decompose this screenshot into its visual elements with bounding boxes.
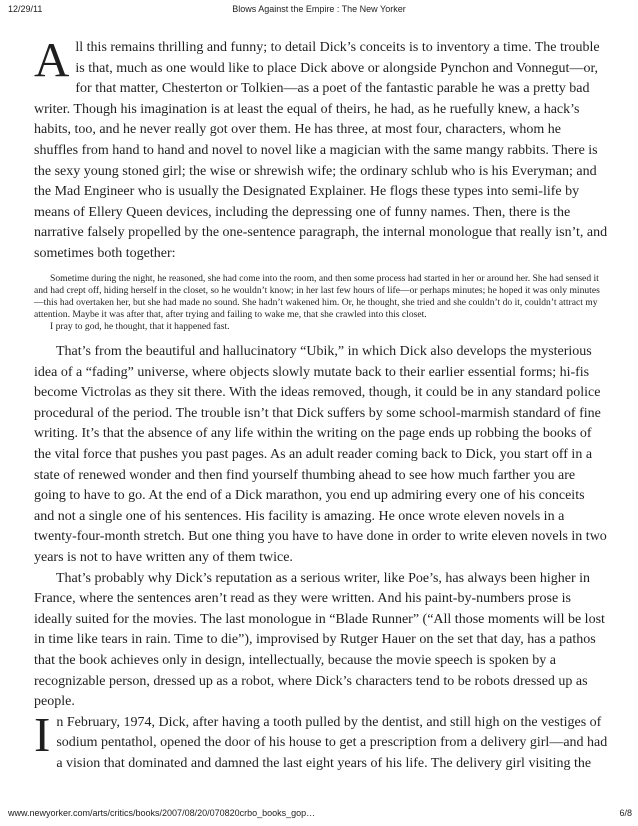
quote-paragraph: Sometime during the night, he reasoned, she had come into the room, and then some process had started in her or around her. She had sensed it and had crept off, hiding herself in the closet, so he wouldn’t know; in her last few hours of life—or perhaps minutes; he hoped it was only minutes—this had overtaken her, but she had made no sound. She hadn’t wakened him. Or, he thought, she tried and she couldn’t do it, couldn’t attract my attention. Maybe it was after that, after trying and failing to wake me, that she crawled into this closet.: [34, 272, 600, 320]
article-paragraph: [34, 32, 608, 265]
article-body: [34, 32, 608, 774]
paragraph-text: ll this remains thrilling and funny; to detail Dick’s conceits is to inventory a time. The trouble is that, much as one would like to place Dick above or alongside Pynchon and Vonnegut—or, for that matter, Chesterton or Tolkien—as a poet of the fantastic parable he was a pretty bad writer. Though his imagination is at least the equal of theirs, he had, as he ruefully knew, a hack’s habits, too, and he never really got over them. He has three, at most four, characters, whom he shuffles from hand to hand and novel to novel like a magician with the same mangy rabbits. There is the sexy young stoned girl; the wise or shrewish wife; the ordinary schlub who is his Everyman; and the Mad Engineer who is usually the Designated Explainer. He flogs these types into semi-life by means of Ellery Queen devices, including the depressing one of funny names. Then, there is the narrative falsely propelled by the one-sentence paragraph, the internal monologue that really isn’t, and sometimes both together:: [34, 40, 608, 261]
article-paragraph: [34, 706, 608, 775]
page-number: 6/8: [619, 808, 632, 818]
article-paragraph: That’s from the beautiful and hallucinatory “Ubik,” in which Dick also develops the mysterious idea of a “fading” universe, where objects slowly mutate back to their earlier essential forms; hi-fis become Victrolas as they sit there. With the ideas removed, though, it could be in any standard police procedural of the period. The trouble isn’t that Dick suffers by some school-marmish standard of fine writing. It’s that the absence of any life within the writing on the page ends up robbing the books of the vital force that pushes you past pages. As an adult reader coming back to Dick, you start off in a state of renewed wonder and then find yourself thumbing ahead to see how much farther you are going to have to go. At the end of a Dick marathon, you end up admiring every one of his conceits and not a single one of his sentences. His facility is amazing. He once wrote eleven novels in a twenty-four-month stretch. But one thing you have to have done in order to write eleven novels in two years is not to have written any of them twice.: [34, 344, 607, 565]
drop-cap: A: [34, 32, 70, 87]
drop-cap: I: [34, 706, 51, 762]
print-footer: [0, 808, 638, 822]
print-date: 12/29/11: [8, 4, 43, 14]
paragraph-text: n February, 1974, Dick, after having a tooth pulled by the dentist, and still high on the vestiges of sodium pentathol, opened the door of his house to get a prescription from a delivery girl—and had a vision that dominated and damned the last eight years of his life. The delivery girl visiting the: [56, 714, 608, 771]
block-quote: [34, 273, 608, 333]
page-url: www.newyorker.com/arts/critics/books/2007/08/20/070820crbo_books_gop…: [8, 808, 316, 818]
print-header: [0, 4, 638, 18]
article-paragraph: That’s probably why Dick’s reputation as a serious writer, like Poe’s, has always been higher in France, where the sentences aren’t read as they were written. And his paint-by-numbers prose is ideally suited for the movies. The last monologue in “Blade Runner” (“All those moments will be lost in time like tears in rain. Time to die”), improvised by Rutger Hauer on the set that day, has a pathos that the book achieves only in design, intellectually, because the movie speech is spoken by a recognizable person, dressed up as a robot, where Dick’s characters tend to be robots dressed up as people.: [34, 570, 605, 710]
print-page-title: Blows Against the Empire : The New Yorker: [232, 4, 406, 14]
quote-paragraph: I pray to god, he thought, that it happened fast.: [50, 320, 230, 332]
